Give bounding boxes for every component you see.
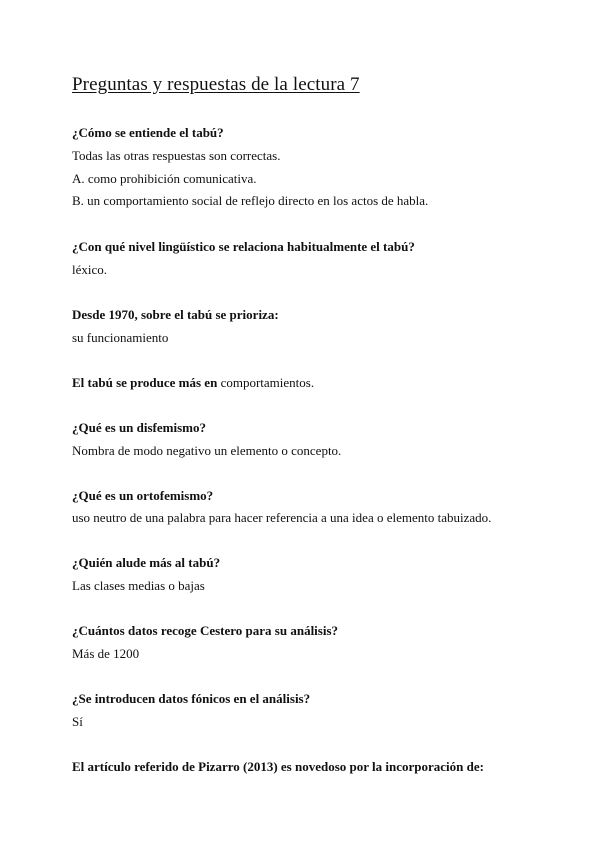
answer-4: comportamientos. bbox=[217, 375, 315, 390]
question-2: ¿Con qué nivel lingüístico se relaciona habitualmente el tabú? bbox=[72, 239, 415, 254]
question-9: ¿Se introducen datos fónicos en el análisis? bbox=[72, 691, 311, 706]
question-3: Desde 1970, sobre el tabú se prioriza: bbox=[72, 307, 279, 322]
answer-7: Las clases medias o bajas bbox=[72, 578, 205, 593]
question-4-line bbox=[72, 375, 314, 391]
answer-5: Nombra de modo negativo un elemento o concepto. bbox=[72, 443, 342, 458]
answer-6: uso neutro de una palabra para hacer referencia a una idea o elemento tabuizado. bbox=[72, 510, 492, 525]
answer-1-1: Todas las otras respuestas son correctas. bbox=[72, 148, 281, 163]
answer-2: léxico. bbox=[72, 262, 108, 277]
answer-1-2: A. como prohibición comunicativa. bbox=[72, 171, 257, 186]
question-6: ¿Qué es un ortofemismo? bbox=[72, 488, 214, 503]
question-10: El artículo referido de Pizarro (2013) es novedoso por la incorporación de: bbox=[72, 759, 484, 774]
answer-3: su funcionamiento bbox=[72, 330, 169, 345]
question-7: ¿Quién alude más al tabú? bbox=[72, 555, 221, 570]
question-4: El tabú se produce más en bbox=[72, 375, 218, 390]
question-1: ¿Cómo se entiende el tabú? bbox=[72, 125, 224, 140]
page-title: Preguntas y respuestas de la lectura 7 bbox=[72, 74, 360, 95]
question-8: ¿Cuántos datos recoge Cestero para su análisis? bbox=[72, 623, 339, 638]
question-5: ¿Qué es un disfemismo? bbox=[72, 420, 206, 435]
answer-8: Más de 1200 bbox=[72, 646, 140, 661]
answer-9: Sí bbox=[72, 714, 83, 729]
answer-1-3: B. un comportamiento social de reflejo directo en los actos de habla. bbox=[72, 193, 429, 208]
